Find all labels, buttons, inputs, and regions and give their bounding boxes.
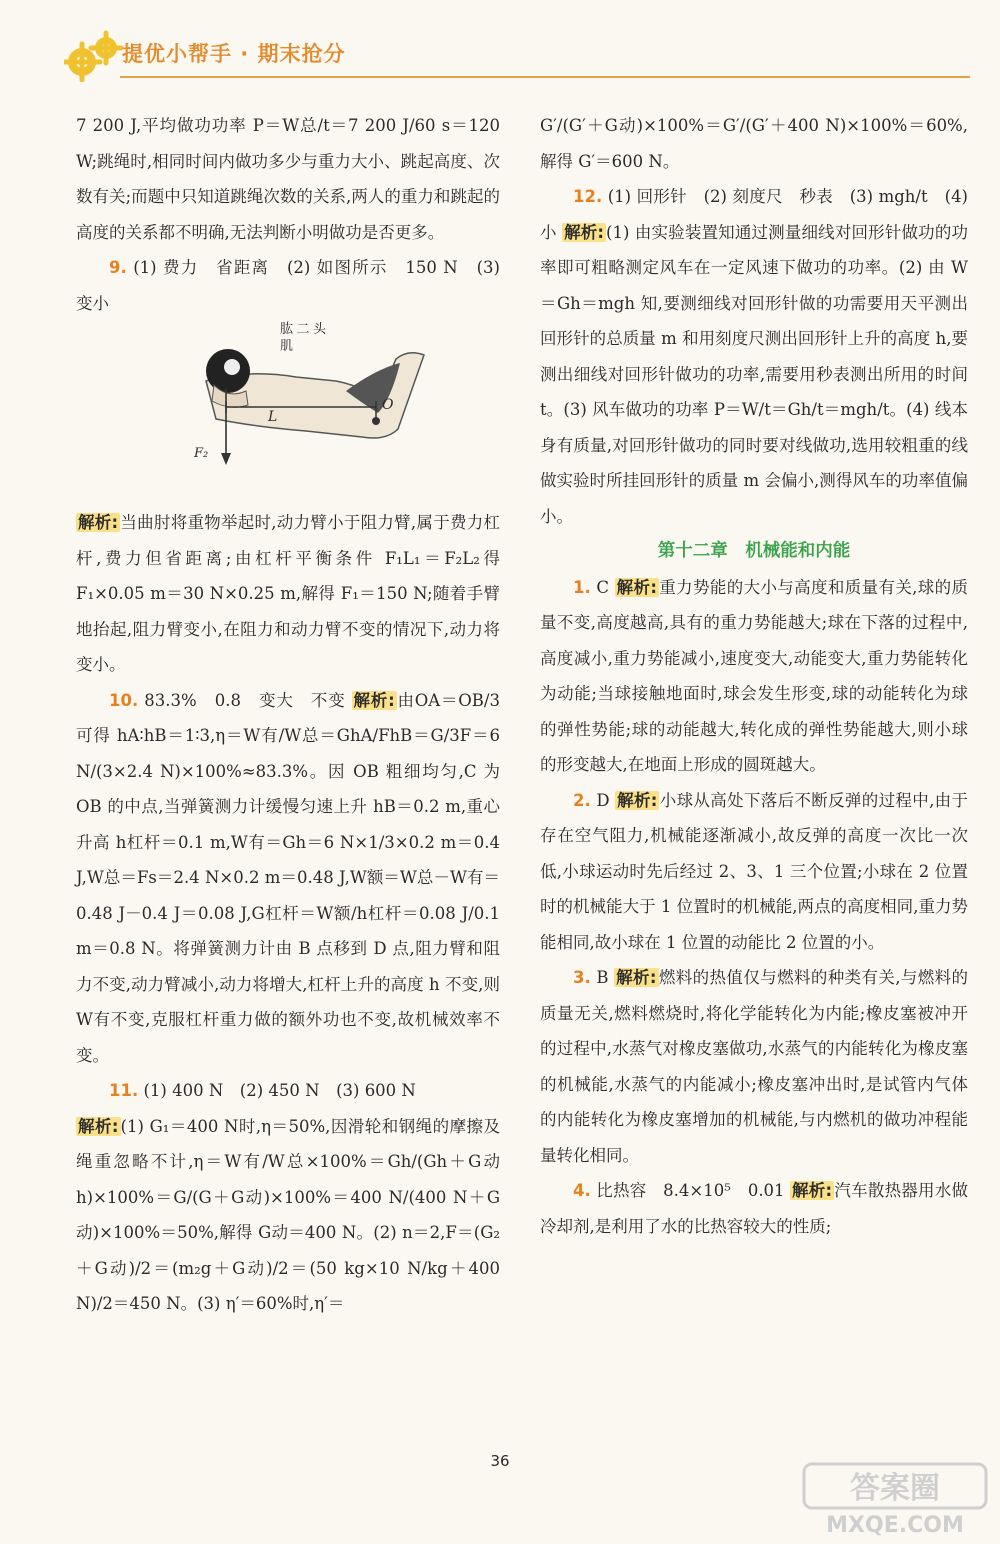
gears-icon	[64, 26, 124, 82]
q9-number: 9.	[109, 258, 127, 277]
label-muscle: 肱二头肌	[280, 322, 326, 354]
q11-answer-text: (1) 400 N (2) 450 N (3) 600 N	[143, 1081, 416, 1100]
label-o: O	[382, 397, 394, 413]
c2-number: 2.	[573, 790, 591, 810]
c3-jiexi-badge: 解析:	[616, 968, 657, 987]
svg-text:MXQE.COM: MXQE.COM	[826, 1513, 964, 1538]
header-title: 提优小帮手 · 期末抢分	[122, 42, 346, 66]
q9-answer-text: (1) 费力 省距离 (2) 如图所示 150 N (3) 变小	[76, 258, 500, 313]
q10	[76, 683, 500, 1074]
c1-jiexi-badge: 解析:	[616, 577, 657, 597]
c3-answer-text: B	[596, 968, 609, 987]
q12-explanation-text: (1) 由实验装置知通过测量细线对回形针做功的功率即可粗略测定风车在一定风速下做功的功率。(2) 由 W＝Gh＝mgh 知,要测细线对回形针做的功需要用天平测出回形针的总质量 m 和用刻度尺测出回形针上升的高度 h,要测出细线对回形针做功的功率,需要用秒表测出所用的时间 t。(3) 风车做功的功率 P＝W/t＝Gh/t＝mgh/t。(4) 线本身有质量,对回形针做功的同时要对线做功,选用较粗重的线做实验时所挂回形针的质量 m 会偏小,测得风车的功率值偏小。	[540, 222, 968, 526]
q9-figure	[76, 322, 500, 505]
q12-answer-text: (1) 回形针 (2) 刻度尺 秒表 (3) mgh/t (4) 小	[540, 187, 968, 242]
c1-explanation-text: 重力势能的大小与高度和质量有关,球的质量不变,高度越高,具有的重力势能越大;球在下落的过程中,高度减小,重力势能减小,速度变大,动能变大,重力势能转化为动能;当球接触地面时,球会发生形变,球的动能转化为球的弹性势能;球的动能越大,转化成的弹性势能越大,则小球的形变越大,在地面上形成的圆斑越大。	[540, 577, 968, 774]
watermark-logo	[800, 1460, 990, 1538]
q12-number: 12.	[573, 187, 603, 206]
label-l: L	[268, 409, 278, 425]
q12-jiexi-badge: 解析:	[564, 222, 605, 242]
c2-answer-text: D	[596, 790, 610, 810]
q10-number: 10.	[109, 690, 139, 710]
q11-answer	[76, 1073, 500, 1109]
c1	[540, 570, 968, 783]
label-f2: F₂	[194, 446, 209, 461]
q8-continuation: 7 200 J,平均做功功率 P＝W总/t＝7 200 J/60 s＝120 W;跳绳时,相同时间内做功多少与重力大小、跳起高度、次数有关;而题中只知道跳绳次数的关系,两人的重力和跳起的高度的关系都不明确,无法判断小明做功是否更多。	[76, 116, 500, 242]
q11-explanation	[76, 1109, 500, 1322]
q9-explanation	[76, 505, 500, 683]
c1-number: 1.	[573, 577, 591, 597]
c2-explanation-text: 小球从高处下落后不断反弹的过程中,由于存在空气阻力,机械能逐渐减小,故反弹的高度一次比一次低,小球运动时先后经过 2、3、1 三个位置;小球在 2 位置时的机械能大于 1 位置时的机械能,两点的高度相同,重力势能相同,故小球在 1 位置的动能比 2 位置的小。	[540, 790, 968, 952]
svg-text:答案圈: 答案圈	[850, 1471, 940, 1506]
c4-jiexi-badge: 解析:	[792, 1181, 833, 1200]
c2	[540, 783, 968, 961]
q10-jiexi-badge: 解析:	[353, 690, 395, 710]
c3-number: 3.	[573, 968, 591, 987]
chapter-title: 第十二章 机械能和内能	[657, 541, 851, 561]
left-column	[76, 108, 500, 1322]
watermark-icon	[800, 1460, 990, 1538]
right-column	[540, 108, 968, 1244]
q9-answer	[76, 250, 500, 321]
q11-explanation-text: (1) G₁＝400 N时,η＝50%,因滑轮和钢绳的摩擦及绳重忽略不计,η＝W有/W总×100%＝Gh/(Gh＋G动h)×100%＝G/(G＋G动)×100%＝400 N/(400 N＋G动)×100%＝50%,解得 G动＝400 N。(2) n＝2,F＝(G₂＋G动)/2＝(m₂g＋G动)/2＝(50 kg×10 N/kg＋400 N)/2＝450 N。(3) η′＝60%时,η′＝	[76, 1116, 500, 1313]
c1-answer-text: C	[596, 577, 609, 597]
q12	[540, 179, 968, 534]
c3-explanation-text: 燃料的热值仅与燃料的种类有关,与燃料的质量无关,燃料燃烧时,将化学能转化为内能;橡皮塞被冲开的过程中,水蒸气对橡皮塞做功,水蒸气的内能转化为橡皮塞的机械能,水蒸气的内能减小;橡皮塞冲出时,是试管内气体的内能转化为橡皮塞增加的机械能,与内燃机的做功冲程能量转化相同。	[540, 968, 969, 1165]
c4-explanation-text: 汽车散热器用水做冷却剂,是利用了水的比热容较大的性质;	[540, 1181, 968, 1236]
q9-jiexi-badge: 解析:	[78, 513, 119, 532]
q11-number: 11.	[109, 1081, 139, 1100]
page-header	[0, 0, 1000, 92]
q10-answer-text: 83.3% 0.8 变大 不变	[144, 690, 346, 710]
c3	[540, 960, 968, 1173]
c4	[540, 1173, 968, 1244]
page-number: 36	[490, 1452, 510, 1470]
c2-jiexi-badge: 解析:	[617, 790, 658, 810]
header-divider	[120, 76, 970, 78]
q9-explanation-text: 当曲肘将重物举起时,动力臂小于阻力臂,属于费力杠杆,费力但省距离;由杠杆平衡条件 F₁L₁＝F₂L₂得 F₁×0.05 m＝30 N×0.25 m,解得 F₁＝150 N;随着手臂地抬起,阻力臂变小,在阻力和动力臂不变的情况下,动力将变小。	[76, 513, 500, 674]
c4-number: 4.	[573, 1181, 591, 1200]
c4-answer-text: 比热容 8.4×10⁵ 0.01	[596, 1181, 785, 1200]
q11-continuation: G′/(G′＋G动)×100%＝G′/(G′＋400 N)×100%＝60%,解得 G′＝600 N。	[540, 116, 968, 171]
q10-explanation-text: 由OA＝OB/3可得 hA∶hB＝1∶3,η＝W有/W总＝GhA/FhB＝G/3F＝6 N/(3×2.4 N)×100%≈83.3%。因 OB 粗细均匀,C 为 OB 的中点,当弹簧测力计缓慢匀速上升 hB＝0.2 m,重心升高 h杠杆＝0.1 m,W有＝Gh＝6 N×1/3×0.2 m＝0.4 J,W总＝Fs＝2.4 N×0.2 m＝0.48 J,W额＝W总－W有＝0.48 J－0.4 J＝0.08 J,G杠杆＝W额/h杠杆＝0.08 J/0.1 m＝0.8 N。将弹簧测力计由 B 点移到 D 点,阻力臂和阻力不变,动力臂减小,动力将增大,杠杆上升的高度 h 不变,则 W有不变,克服杠杆重力做的额外功也不变,故机械效率不变。	[76, 690, 500, 1065]
q11-jiexi-badge: 解析:	[78, 1116, 119, 1136]
